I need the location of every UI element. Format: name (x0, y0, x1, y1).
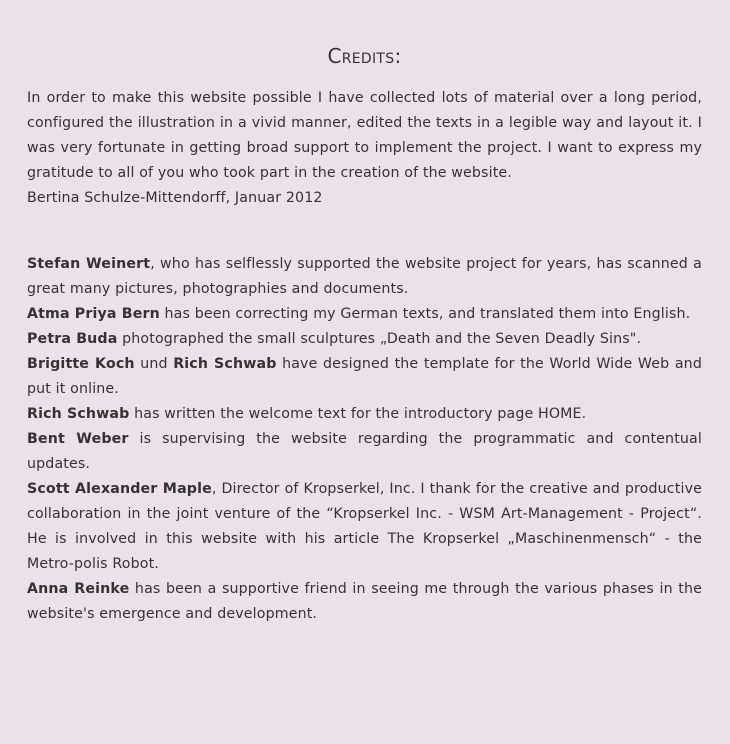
credit-name: Anna Reinke (27, 581, 130, 597)
credit-entry-atma-priya-bern (27, 302, 702, 327)
credit-name: Brigitte Koch (27, 356, 135, 372)
credit-name: Rich Schwab (27, 406, 130, 422)
credit-name: Petra Buda (27, 331, 118, 347)
credit-entry-anna-reinke (27, 577, 702, 627)
credit-text: has been correcting my German texts, and translated them into English. (159, 306, 691, 322)
credit-entry-petra-buda (27, 327, 702, 352)
credit-entry-rich-schwab (27, 402, 702, 427)
credit-text: has written the welcome text for the introductory page HOME. (129, 406, 587, 422)
credit-entry-scott-alexander-maple (27, 477, 702, 577)
credit-entry-bent-weber (27, 427, 702, 477)
credit-text: , who has selflessly supported the website project for years, has scanned a great many pictures, photographies and documents. (27, 256, 702, 297)
signature-line: Bertina Schulze-Mittendorff, Januar 2012 (27, 190, 323, 206)
credit-text: photographed the small sculptures „Death and the Seven Deadly Sins". (117, 331, 642, 347)
credit-entry-stefan-weinert (27, 252, 702, 302)
credits-list (27, 252, 702, 627)
credit-name-second: Rich Schwab (173, 356, 277, 372)
credit-joiner: und (134, 356, 174, 372)
credit-text: has been a supportive friend in seeing me through the various phases in the website's emergence and development. (27, 581, 702, 622)
credit-name: Stefan Weinert (27, 256, 151, 272)
credit-entry-brigitte-koch-rich-schwab (27, 352, 702, 402)
credit-text: , Director of Kropserkel, Inc. I thank for the creative and productive collaboration in the joint venture of the “Kropserkel Inc. - WSM Art-Management - Project“. He is involved in this website with his article The Kropserkel „Maschinenmensch“ - the Metro-polis Robot. (27, 481, 702, 572)
credit-text: have designed the template for the World Wide Web and put it online. (27, 356, 702, 397)
credit-name: Bent Weber (27, 431, 129, 447)
intro-paragraph: In order to make this website possible I have collected lots of material over a long period, configured the illustration in a vivid manner, edited the texts in a legible way and layout it. I was very fortunate in getting broad support to implement the project. I want to express my gratitude to all of you who took part in the creation of the website. (27, 90, 702, 181)
credit-name: Atma Priya Bern (27, 306, 160, 322)
page-title: Credits: (327, 44, 402, 68)
credit-name: Scott Alexander Maple (27, 481, 212, 497)
credit-text: is supervising the website regarding the programmatic and contentual updates. (27, 431, 702, 472)
